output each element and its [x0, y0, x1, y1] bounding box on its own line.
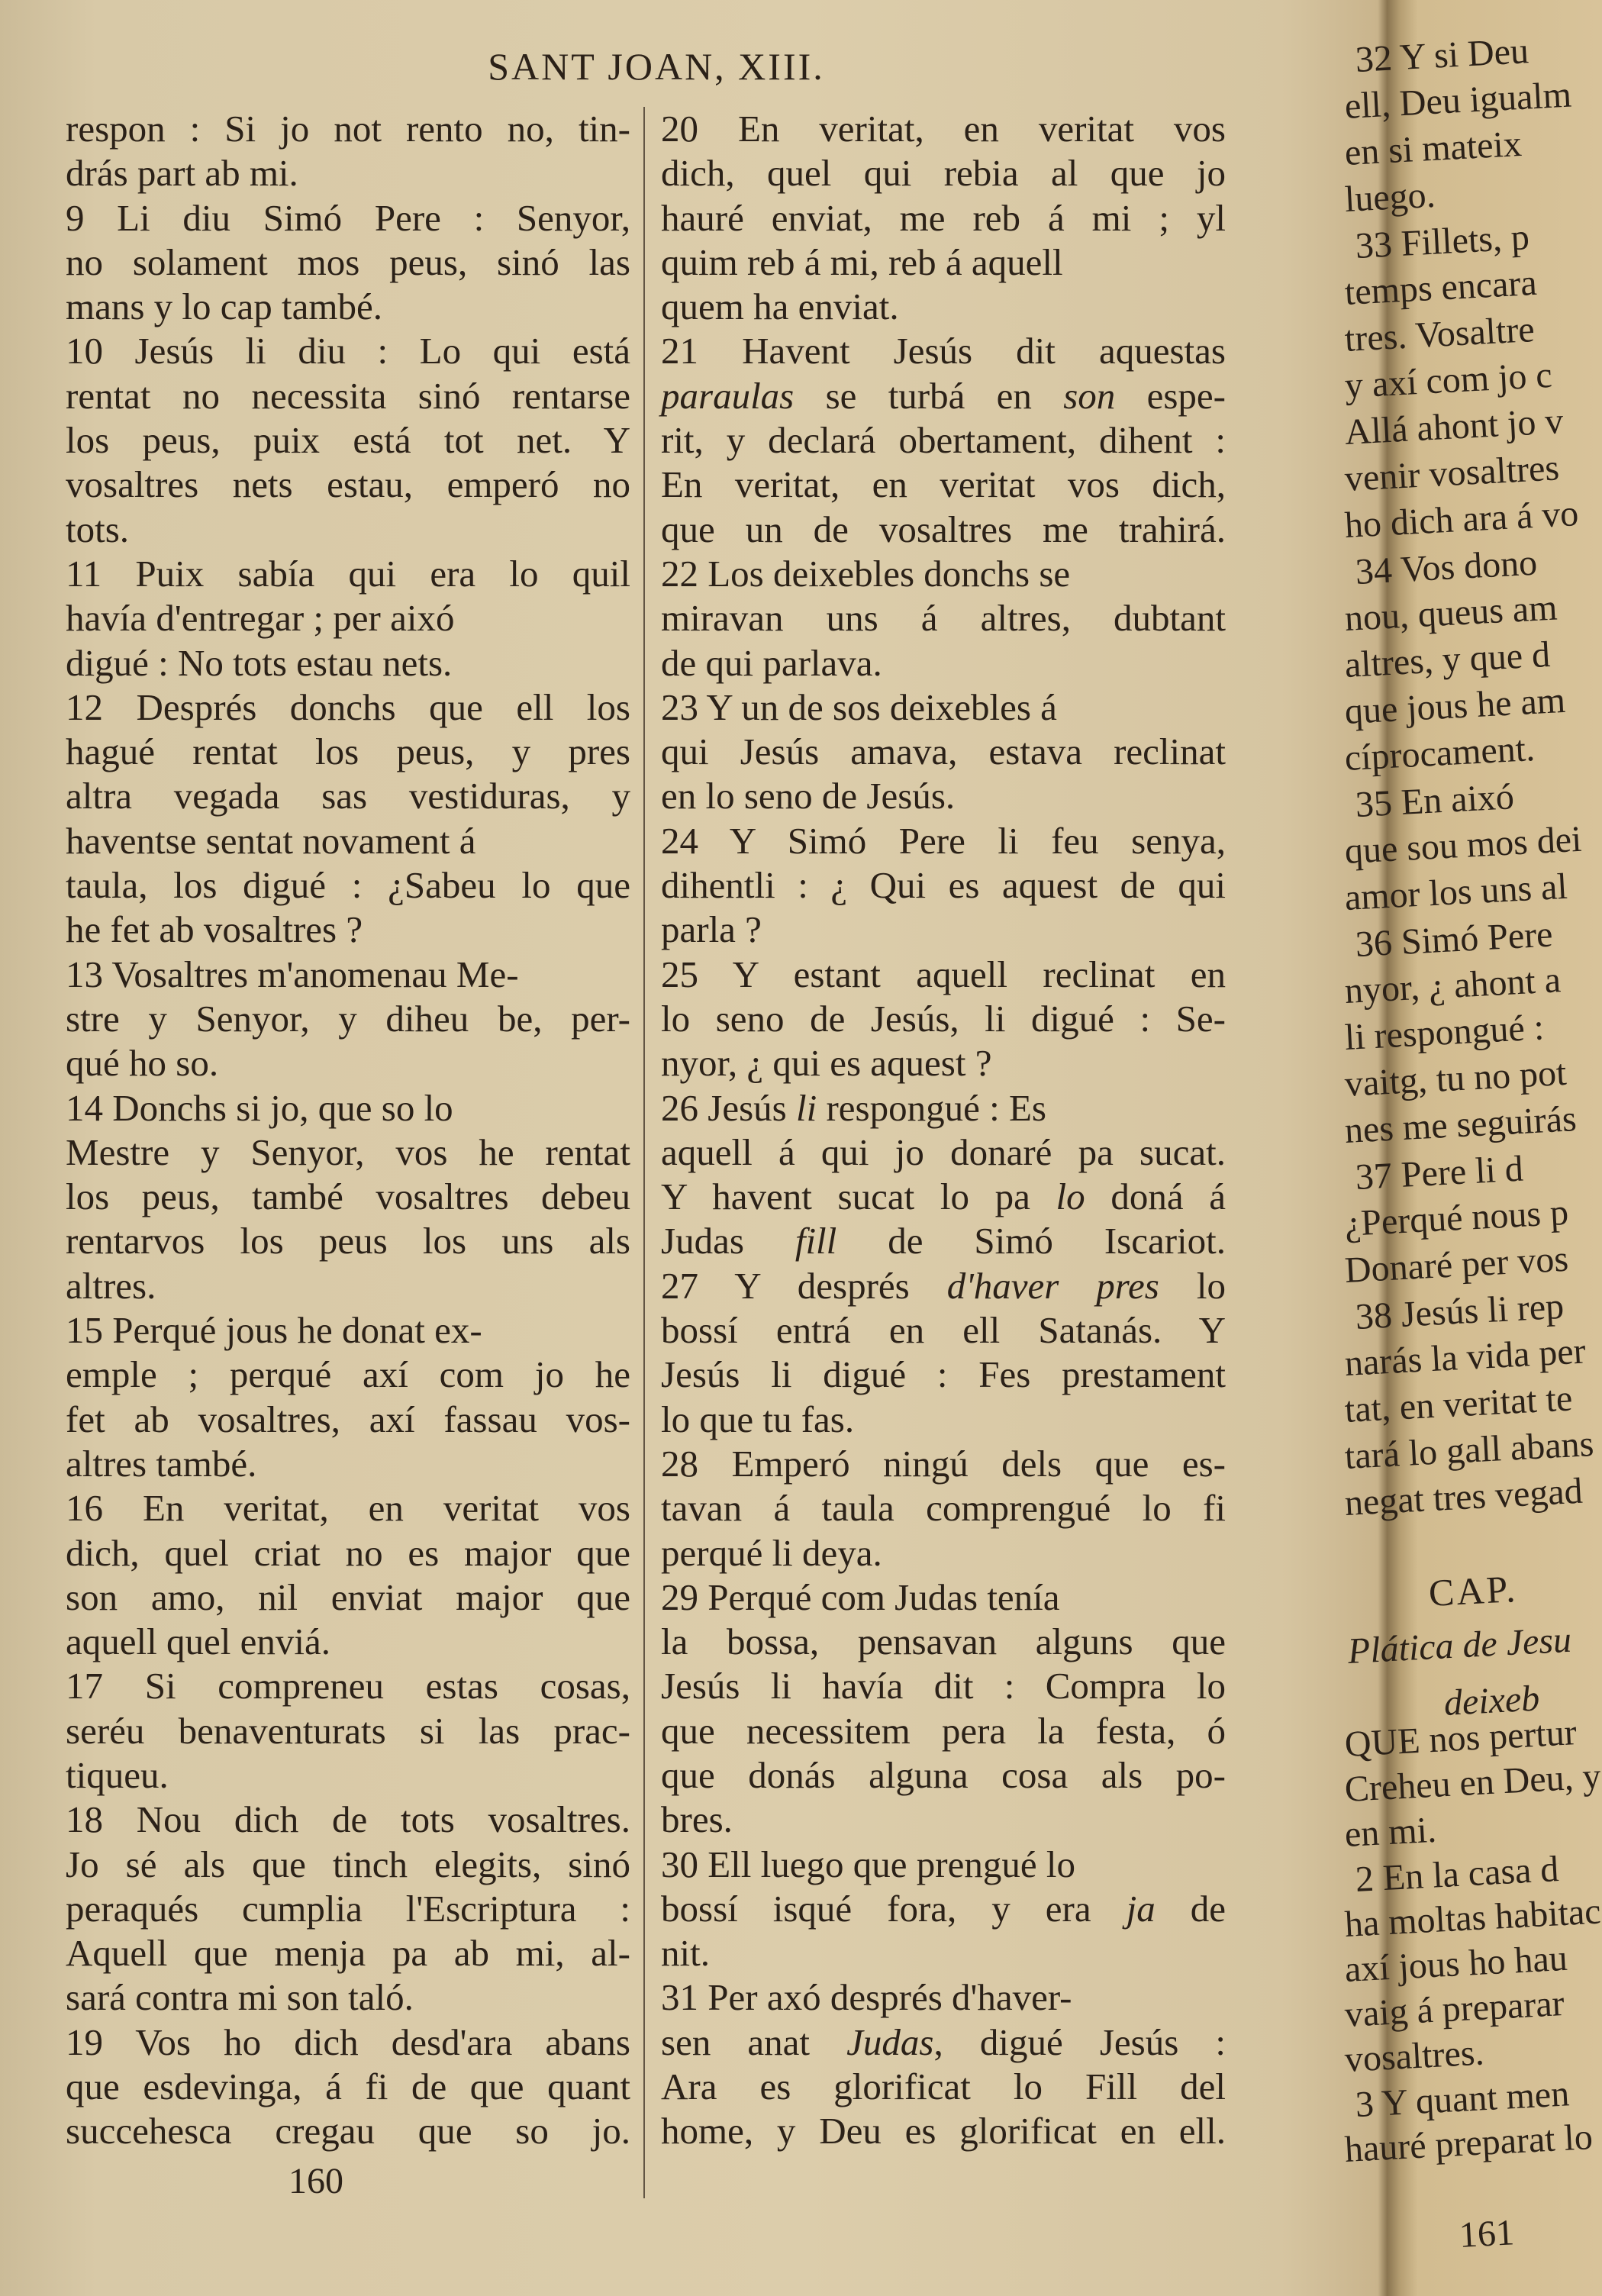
facing-text-line: 3 Y quant men	[1354, 2073, 1571, 2125]
facing-text-line: ho dich ara á vo	[1343, 492, 1580, 546]
text-line: tiqueu.	[66, 1753, 169, 1796]
text-line: drás part ab mi.	[66, 152, 298, 195]
facing-text-line: que sou mos dei	[1343, 818, 1583, 872]
facing-text-line: Donaré per vos	[1343, 1238, 1570, 1291]
facing-text-line: 35 En aixó	[1354, 776, 1516, 825]
text-line: altres.	[66, 1264, 156, 1307]
text-segment: se turbá en	[794, 374, 1064, 417]
text-line: altra vegada sas vestiduras, y	[66, 775, 630, 817]
text-line: 22 Los deixebles donchs se	[661, 552, 1071, 595]
text-line: no solament mos peus, sinó las	[66, 240, 630, 283]
text-line: emple ; perqué axí com jo he	[66, 1353, 630, 1396]
text-line: de qui parlava.	[661, 641, 882, 684]
facing-text-line: 2 En la casa d	[1354, 1849, 1560, 1900]
text-line: stre y Senyor, y diheu be, per-	[66, 997, 630, 1040]
text-line: 16 En veritat, en veritat vos	[66, 1487, 630, 1530]
text-line	[661, 374, 1226, 418]
text-line: 31 Per axó després d'haver-	[661, 1976, 1072, 2019]
text-line: los peus, puix está tot net. Y	[66, 419, 630, 462]
facing-text-line: tat, en veritat te	[1343, 1378, 1574, 1430]
facing-text-line: luego.	[1343, 174, 1436, 220]
text-line: En veritat, en veritat vos dich,	[661, 463, 1226, 506]
text-line: peraqués cumplia l'Escriptura :	[66, 1887, 630, 1930]
italic-text: son	[1063, 374, 1116, 417]
text-segment: de	[1155, 1887, 1226, 1930]
facing-page	[1343, 0, 1602, 2296]
text-line: aquell quel enviá.	[66, 1620, 330, 1663]
facing-text-line: ¿Perqué nous p	[1343, 1192, 1570, 1244]
facing-text-line: y axí com jo c	[1343, 354, 1553, 406]
facing-text-line: axí jous ho hau	[1343, 1937, 1568, 1990]
facing-text-line: tará lo gall abans	[1343, 1423, 1595, 1477]
text-segment: sen anat	[661, 2020, 847, 2063]
facing-text-line: ha moltas habitac	[1343, 1891, 1602, 1945]
text-line: fet ab vosaltres, axí fassau vos-	[66, 1398, 630, 1440]
text-line: bres.	[661, 1798, 733, 1841]
text-line: 24 Y Simó Pere li feu senya,	[661, 819, 1226, 862]
text-line: nit.	[661, 1932, 710, 1975]
running-head: SANT JOAN, XIII.	[488, 45, 825, 88]
text-line: 15 Perqué jous he donat ex-	[66, 1309, 482, 1352]
text-line: succehesca cregau que so jo.	[66, 2110, 630, 2152]
page-number: 160	[288, 2161, 343, 2201]
facing-text-line: tres. Vosaltre	[1343, 309, 1536, 360]
facing-page-number: 161	[1458, 2212, 1516, 2256]
text-line: 10 Jesús li diu : Lo qui está	[66, 330, 630, 372]
text-line: 30 Ell luego que prengué lo	[661, 1843, 1075, 1885]
facing-text-line: temps encara	[1343, 262, 1538, 313]
text-line	[661, 2020, 1226, 2065]
chapter-summary: Plática de Jesu	[1346, 1619, 1573, 1672]
text-line: havía d'entregar ; per aixó	[66, 597, 455, 640]
text-line: lo que tu fas.	[661, 1398, 855, 1440]
facing-text-line: vosaltres.	[1343, 2032, 1485, 2080]
text-line: 9 Li diu Simó Pere : Senyor,	[66, 196, 630, 239]
facing-text-line: 36 Simó Pere	[1354, 914, 1554, 965]
text-segment: 26 Jesús	[661, 1086, 796, 1129]
text-line: 19 Vos ho dich desd'ara abans	[66, 2020, 630, 2063]
text-line: haventse sentat novament á	[66, 819, 476, 862]
text-line: 18 Nou dich de tots vosaltres.	[66, 1798, 630, 1841]
facing-text-line: 38 Jesús li rep	[1354, 1285, 1565, 1337]
text-line: dich, quel criat no es major que	[66, 1531, 630, 1574]
facing-text-line: en si mateix	[1343, 123, 1523, 173]
text-line: digué : No tots estau nets.	[66, 641, 453, 684]
text-line: Aquell que menja pa ab mi, al-	[66, 1932, 630, 1975]
text-line: respon : Si jo not rento no, tin-	[66, 108, 630, 150]
italic-text: li	[795, 1086, 817, 1129]
text-line: miravan uns á altres, dubtant	[661, 597, 1226, 640]
text-line: 23 Y un de sos deixebles á	[661, 685, 1057, 728]
facing-text-line: amor los uns al	[1343, 866, 1568, 918]
text-line: mans y lo cap també.	[66, 285, 383, 328]
text-line: dich, quel qui rebia al que jo	[661, 152, 1226, 195]
text-line: he fet ab vosaltres ?	[66, 908, 363, 951]
text-line: lo seno de Jesús, li digué : Se-	[661, 997, 1226, 1040]
facing-text-line: nou, queus am	[1343, 587, 1558, 639]
text-line: 21 Havent Jesús dit aquestas	[661, 330, 1226, 372]
text-line: 28 Emperó ningú dels que es-	[661, 1442, 1226, 1485]
text-line: 17 Si compreneu estas cosas,	[66, 1665, 630, 1707]
text-line: qui Jesús amava, estava reclinat	[661, 730, 1226, 773]
text-segment: , digué Jesús :	[933, 2020, 1226, 2063]
italic-text: fill	[795, 1220, 837, 1262]
italic-text: lo	[1056, 1175, 1085, 1218]
facing-text-line: vaitg, tu no pot	[1343, 1052, 1568, 1104]
left-column	[66, 107, 630, 2154]
text-line: Jesús li havía dit : Compra lo	[661, 1665, 1226, 1707]
chapter-summary: deixeb	[1442, 1678, 1541, 1724]
text-line: rentarvos los peus los uns als	[66, 1220, 630, 1262]
facing-text-line: 34 Vos dono	[1354, 542, 1539, 592]
text-segment: respongué : Es	[817, 1086, 1046, 1129]
text-segment: Y havent sucat lo pa	[661, 1175, 1056, 1218]
facing-text-line: ell, Deu igualm	[1343, 74, 1573, 127]
text-line: que necessitem pera la festa, ó	[661, 1709, 1226, 1752]
facing-text-line: altres, y que d	[1343, 634, 1552, 685]
text-line: altres també.	[66, 1442, 257, 1485]
text-line: 20 En veritat, en veritat vos	[661, 108, 1226, 150]
facing-text-line: Creheu en Deu, y	[1343, 1756, 1602, 1810]
text-line: quim reb á mi, reb á aquell	[661, 240, 1063, 283]
italic-text: d'haver pres	[946, 1264, 1159, 1307]
facing-text-line: cíprocament.	[1343, 727, 1536, 779]
text-line: bossí entrá en ell Satanás. Y	[661, 1309, 1226, 1352]
facing-text-line: nyor, ¿ ahont a	[1343, 959, 1562, 1011]
facing-text-line: 37 Pere li d	[1354, 1148, 1525, 1198]
text-line: aquell á qui jo donaré pa sucat.	[661, 1130, 1226, 1173]
text-line	[661, 1887, 1226, 1931]
text-line: parla ?	[661, 908, 762, 951]
text-line: quem ha enviat.	[661, 285, 899, 328]
text-line: taula, los digué : ¿Sabeu lo que	[66, 864, 630, 907]
text-line: tots.	[66, 508, 130, 550]
text-line: tavan á taula comprengué lo fi	[661, 1487, 1226, 1530]
text-line: sará contra mi son taló.	[66, 1976, 414, 2019]
text-line: qué ho so.	[66, 1042, 219, 1085]
text-line: Mestre y Senyor, vos he rentat	[66, 1130, 630, 1173]
text-segment: de Simó Iscariot.	[836, 1220, 1226, 1262]
text-line: la bossa, pensavan alguns que	[661, 1620, 1226, 1663]
text-line: Jo sé als que tinch elegits, sinó	[66, 1843, 630, 1885]
text-line: perqué li deya.	[661, 1531, 882, 1574]
text-line: que donás alguna cosa als po-	[661, 1753, 1226, 1796]
facing-text-line: nes me seguirás	[1343, 1098, 1578, 1151]
text-line: hagué rentat los peus, y pres	[66, 730, 630, 773]
text-line: dihentli : ¿ Qui es aquest de qui	[661, 864, 1226, 907]
text-line: 29 Perqué com Judas tenía	[661, 1575, 1060, 1618]
text-line: en lo seno de Jesús.	[661, 775, 956, 817]
text-segment: lo	[1159, 1264, 1226, 1307]
facing-text-line: venir vosaltres	[1343, 447, 1561, 499]
facing-text-line: 33 Fillets, p	[1354, 217, 1531, 266]
text-segment: bossí isqué fora, y era	[661, 1887, 1127, 1930]
text-segment: doná á	[1085, 1175, 1226, 1218]
italic-text: Judas	[846, 2020, 934, 2063]
facing-text-line: 32 Y si Deu	[1354, 31, 1530, 80]
text-segment: 27 Y després	[661, 1264, 947, 1307]
facing-text-line: QUE nos pertur	[1343, 1712, 1578, 1765]
text-segment: espe-	[1115, 374, 1226, 417]
text-line: rentat no necessita sinó rentarse	[66, 374, 630, 417]
text-line: 13 Vosaltres m'anomenau Me-	[66, 953, 519, 995]
text-line	[661, 1086, 1226, 1130]
text-line: hauré enviat, me reb á mi ; yl	[661, 196, 1226, 239]
text-line: 12 Després donchs que ell los	[66, 685, 630, 728]
facing-text-line: que jous he am	[1343, 679, 1567, 732]
text-segment: Judas	[661, 1220, 795, 1262]
text-line: que un de vosaltres me trahirá.	[661, 508, 1226, 550]
facing-text-line: narás la vida per	[1343, 1330, 1587, 1384]
facing-text-line: li respongué :	[1343, 1007, 1546, 1058]
facing-text-line: hauré preparat lo	[1343, 2117, 1594, 2170]
text-line: Ara es glorificat lo Fill del	[661, 2065, 1226, 2108]
text-line: 25 Y estant aquell reclinat en	[661, 953, 1226, 995]
italic-text: ja	[1126, 1887, 1156, 1930]
facing-text-line: negat tres vegad	[1343, 1470, 1584, 1524]
text-line	[661, 1264, 1226, 1308]
facing-text-line: Allá ahont jo v	[1343, 401, 1565, 453]
text-line: seréu benaventurats si las prac-	[66, 1709, 630, 1752]
text-line: home, y Deu es glorificat en ell.	[661, 2110, 1226, 2152]
italic-text: paraulas	[661, 374, 795, 417]
text-line: los peus, també vosaltres debeu	[66, 1175, 630, 1218]
right-column	[661, 107, 1226, 2154]
text-line: 11 Puix sabía qui era lo quil	[66, 552, 630, 595]
text-line: nyor, ¿ qui es aquest ?	[661, 1042, 992, 1085]
text-line	[661, 1219, 1226, 1263]
facing-text-line: en mi.	[1343, 1809, 1438, 1855]
text-line: que esdevinga, á fi de que quant	[66, 2065, 630, 2108]
text-line	[661, 1175, 1226, 1219]
column-divider	[643, 107, 645, 2198]
text-line: son amo, nil enviat major que	[66, 1575, 630, 1618]
text-line: Jesús li digué : Fes prestament	[661, 1353, 1226, 1396]
text-line: rit, y declará obertament, dihent :	[661, 419, 1226, 462]
facing-text-line: vaig á preparar	[1343, 1982, 1565, 2035]
text-line: 14 Donchs si jo, que so lo	[66, 1086, 453, 1129]
chapter-heading: CAP.	[1427, 1566, 1519, 1614]
text-line: vosaltres nets estau, emperó no	[66, 463, 630, 506]
